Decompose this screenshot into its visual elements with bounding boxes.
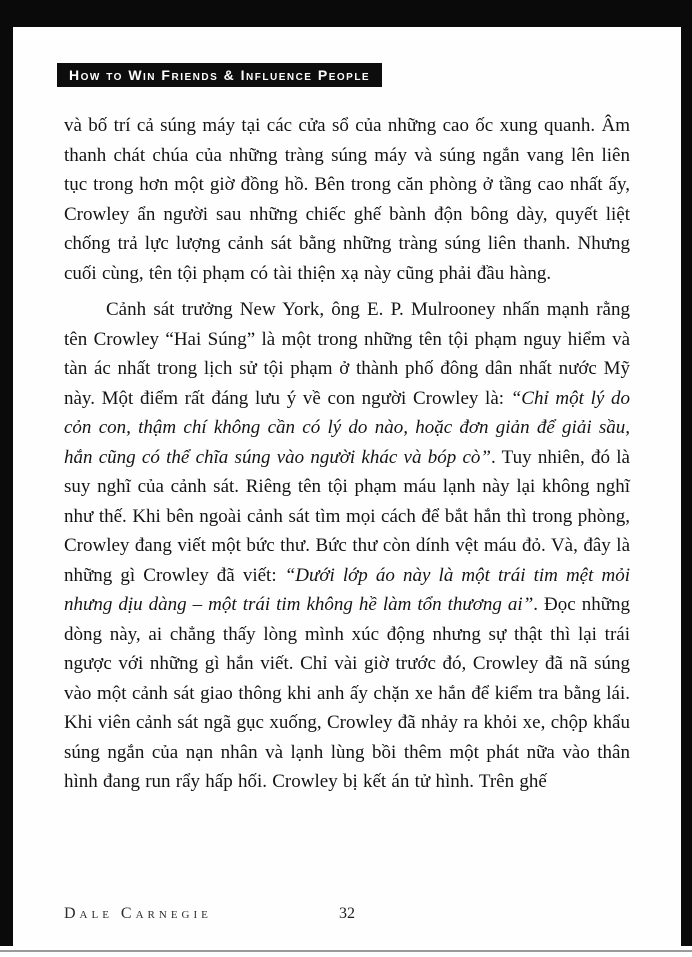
page-footer [64, 903, 630, 929]
page-content [64, 0, 630, 797]
running-header [57, 63, 382, 87]
page-bottom-rule [0, 950, 692, 952]
paragraph-continuation [64, 111, 630, 288]
paragraph-text: và bố trí cả súng máy tại các cửa sổ của những cao ốc xung quanh. Âm thanh chát chúa của những tràng súng máy và súng ngắn vang lên liên tục trong hơn một giờ đồng hồ. Bên trong căn phòng ở tầng cao nhất ấy, Crowley ẩn người sau những chiếc ghế bành độn bông dày, quyết liệt chống trả lực lượng cảnh sát bằng những tràng súng liên thanh. Nhưng cuối cùng, tên tội phạm có tài thiện xạ này cũng phải đầu hàng. [64, 115, 630, 284]
page-number: 32 [339, 905, 355, 922]
page-left-border [0, 0, 13, 946]
paragraph-text: . Tuy nhiên, đó là suy nghĩ của cảnh sát. Riêng tên tội phạm máu lạnh này lại không nghĩ như thế. Khi bên ngoài cảnh sát tìm mọi cách để bắt hắn thì trong phòng, Crowley đang viết một bức thư. Bức thư còn dính vệt máu đỏ. Và, đây là những gì Crowley đã viết: [64, 446, 630, 586]
quoted-text: “Chỉ một lý do cỏn con, thậm chí không cần có lý do nào, hoặc đơn giản để giải sầu, hắn cũng có thể chĩa súng vào người khác và bóp cò” [64, 387, 631, 468]
book-title: How to Win Friends & Influence People [69, 67, 371, 83]
quoted-letter-text: “Dưới lớp áo này là một trái tim mệt mỏi nhưng dịu dàng – một trái tim không hề làm tổn thương ai” [64, 564, 630, 615]
page-right-border [681, 0, 692, 946]
paragraph-text: Cảnh sát trưởng New York, ông E. P. Mulrooney nhấn mạnh rằng tên Crowley “Hai Súng” là một trong những tên tội phạm nguy hiểm và tàn ác nhất trong lịch sử tội phạm ở thành phố đông dân nhất nước Mỹ này. Một điểm rất đáng lưu ý về con người Crowley là: [64, 299, 630, 409]
footer-author: Dale Carnegie [64, 905, 212, 922]
paragraph [64, 295, 630, 797]
paragraph-text: . Đọc những dòng này, ai chẳng thấy lòng mình xúc động nhưng sự thật thì lại trái ngược với những gì hắn viết. Chỉ vài giờ trước đó, Crowley đã nã súng vào một cảnh sát giao thông khi anh ấy chặn xe hắn để kiểm tra bằng lái. Khi viên cảnh sát ngã gục xuống, Crowley đã nhảy ra khỏi xe, chộp khẩu súng ngắn của nạn nhân và lạnh lùng bồi thêm một phát nữa vào thân hình đang run rẩy hấp hối. Crowley bị kết án tử hình. Trên ghế [64, 594, 630, 792]
